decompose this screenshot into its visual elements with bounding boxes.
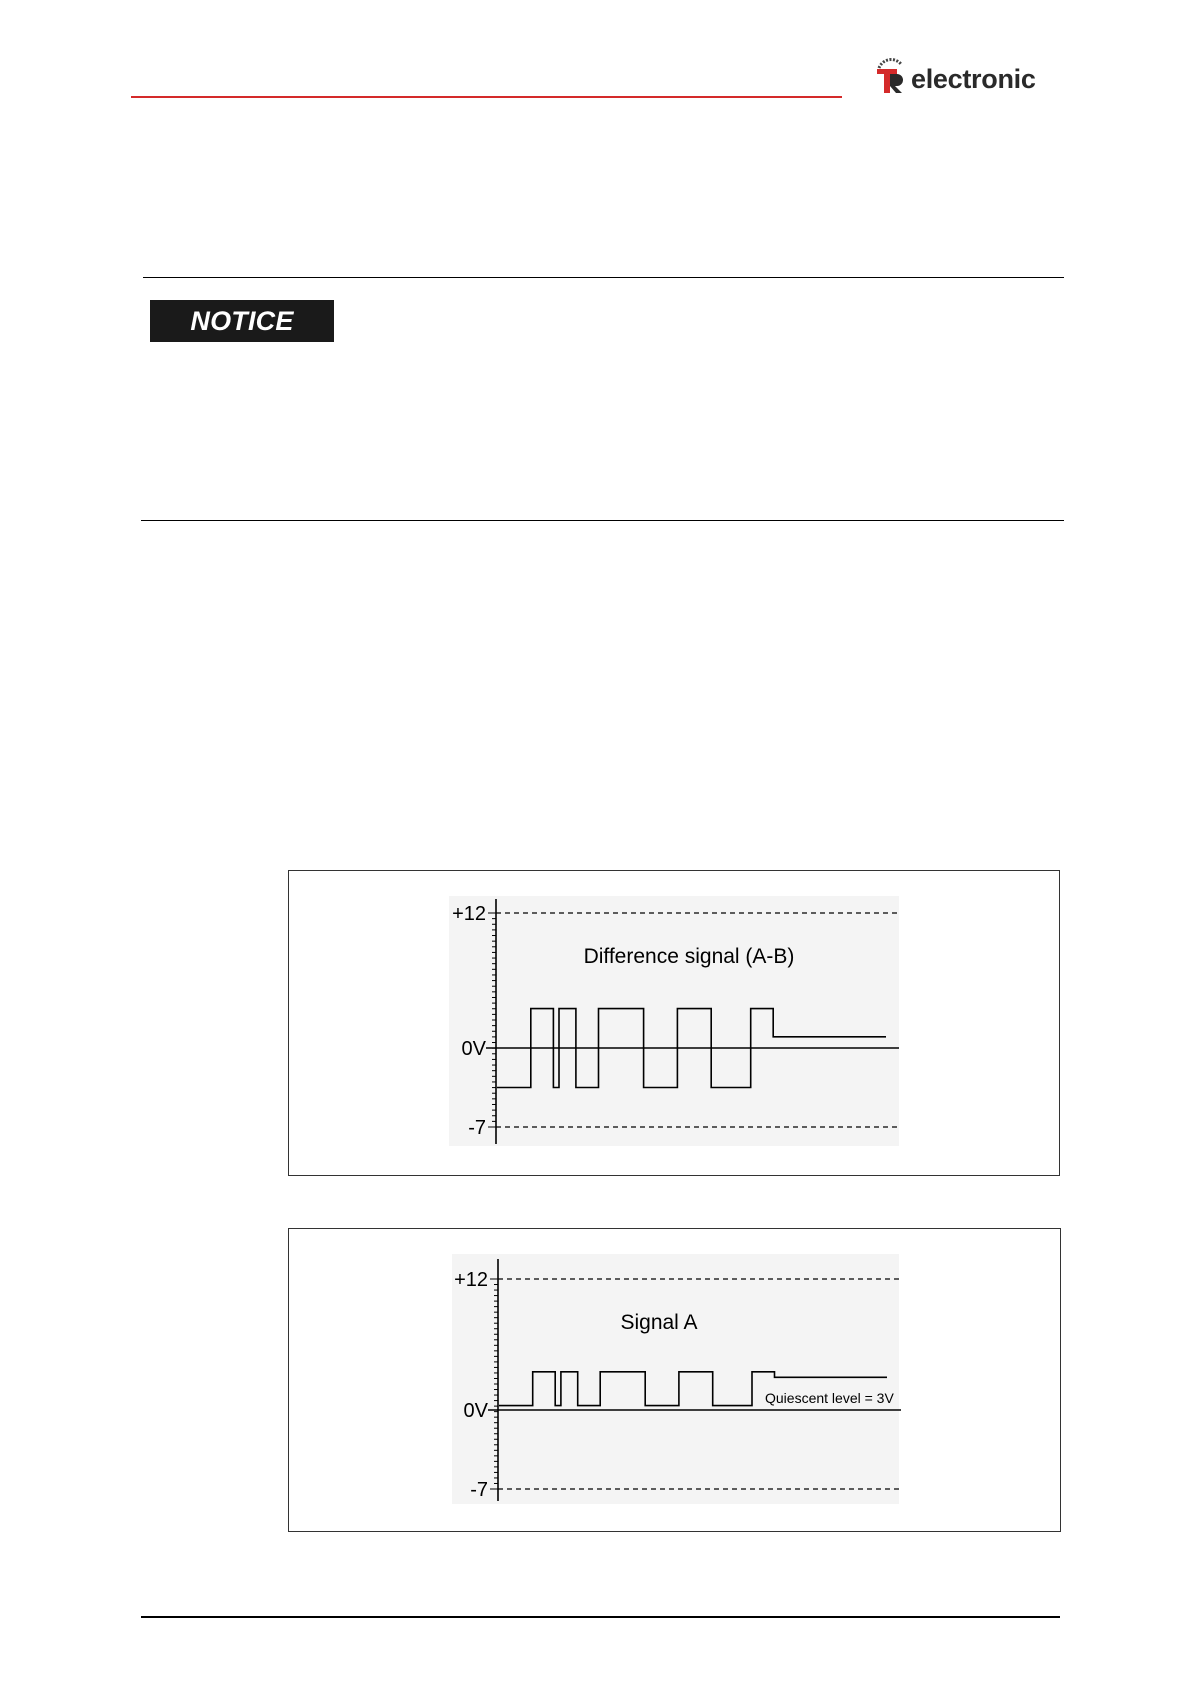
logo-wordmark: electronic	[911, 64, 1036, 94]
header-rule	[131, 96, 842, 98]
y-tick-label: +12	[454, 1269, 488, 1291]
notice-top-rule	[143, 277, 1064, 278]
signal-a-plot	[289, 1229, 1060, 1531]
plot-background	[452, 1254, 899, 1504]
difference-signal-plot	[289, 871, 1059, 1175]
diagram-title: Signal A	[620, 1311, 698, 1334]
y-tick-label: 0V	[463, 1400, 488, 1422]
plot-background	[449, 896, 899, 1146]
y-tick-label: -7	[468, 1117, 486, 1139]
notice-badge: NOTICE	[150, 300, 334, 342]
footer-rule	[141, 1616, 1060, 1618]
y-tick-label: 0V	[461, 1038, 486, 1060]
y-tick-label: -7	[470, 1479, 488, 1501]
diagram-title: Difference signal (A-B)	[583, 945, 795, 968]
quiescent-level-annotation: Quiescent level = 3V	[765, 1390, 894, 1406]
notice-bottom-rule	[141, 520, 1064, 521]
difference-signal-diagram	[288, 870, 1060, 1176]
signal-a-diagram	[288, 1228, 1061, 1532]
y-tick-label: +12	[452, 903, 486, 925]
tr-logo-mark	[875, 58, 905, 94]
company-logo	[875, 56, 1055, 98]
